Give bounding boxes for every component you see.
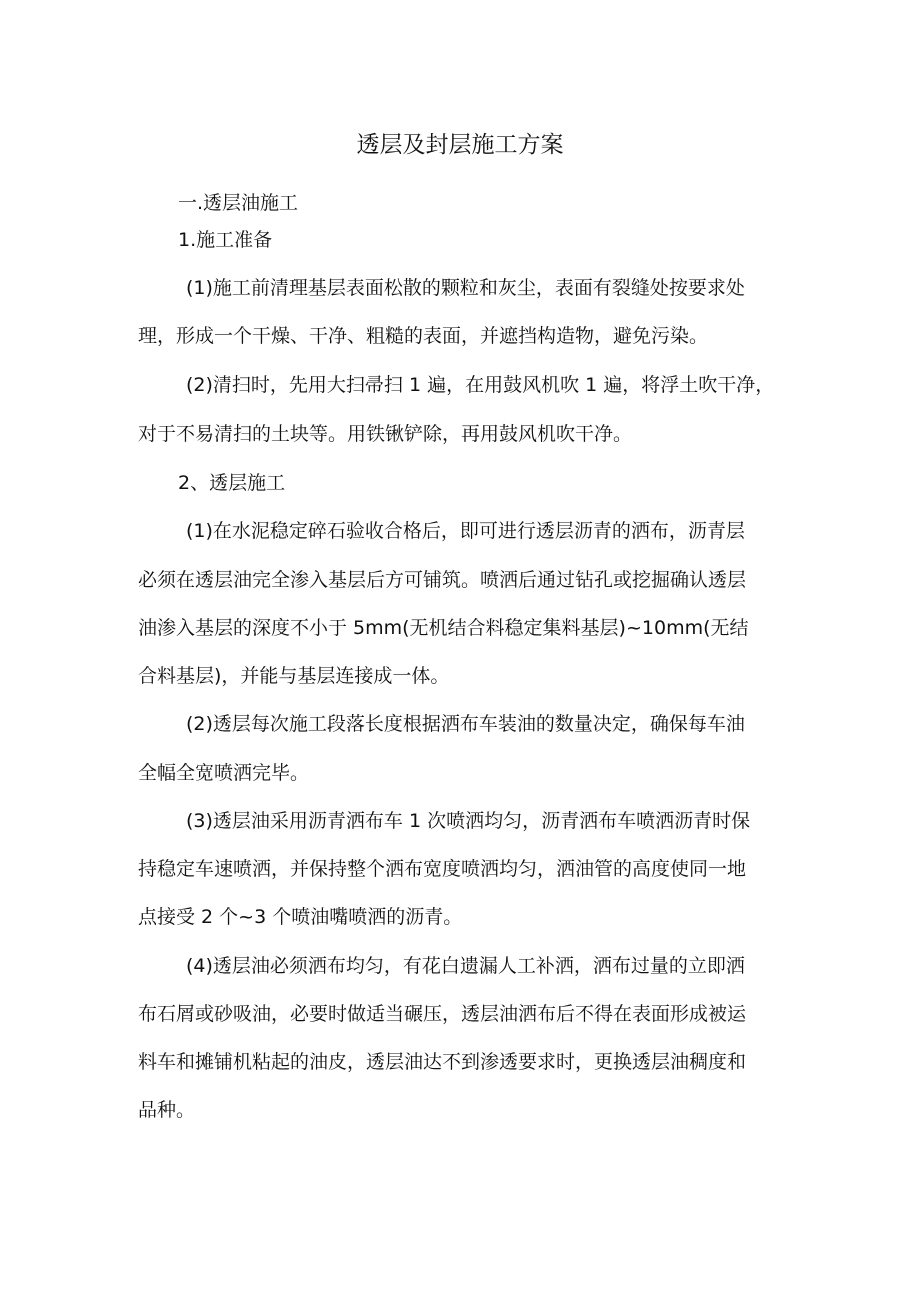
paragraph-line: (2)清扫时，先用大扫帚扫 1 遍，在用鼓风机吹 1 遍，将浮土吹干净， xyxy=(186,374,775,396)
paragraph-line: 点接受 2 个~3 个喷油嘴喷洒的沥青。 xyxy=(138,906,463,928)
section-heading-1: 一.透层油施工 xyxy=(178,192,299,214)
document-title: 透层及封层施工方案 xyxy=(356,132,564,158)
paragraph-line: (4)透层油必须洒布均匀，有花白遗漏人工补洒，洒布过量的立即洒 xyxy=(186,955,745,977)
paragraph-line: 持稳定车速喷洒，并保持整个洒布宽度喷洒均匀，洒油管的高度使同一地 xyxy=(138,858,747,880)
paragraph-line: 全幅全宽喷洒完毕。 xyxy=(138,762,310,784)
paragraph-line: 油渗入基层的深度不小于 5mm(无机结合料稳定集料基层)~10mm(无结 xyxy=(138,617,749,639)
paragraph-line: (3)透层油采用沥青洒布车 1 次喷洒均匀，沥青洒布车喷洒沥青时保 xyxy=(186,810,751,832)
subsection-heading-1: 1.施工准备 xyxy=(178,229,273,251)
paragraph-line: 品种。 xyxy=(138,1099,196,1121)
paragraph-line: (1)在水泥稳定碎石验收合格后，即可进行透层沥青的洒布，沥青层 xyxy=(186,520,745,542)
paragraph-line: 合料基层)，并能与基层连接成一体。 xyxy=(138,665,450,687)
paragraph-line: (1)施工前清理基层表面松散的颗粒和灰尘，表面有裂缝处按要求处 xyxy=(186,277,745,299)
paragraph-line: (2)透层每次施工段落长度根据洒布车装油的数量决定，确保每车油 xyxy=(186,713,745,735)
paragraph-line: 布石屑或砂吸油，必要时做适当碾压，透层油洒布后不得在表面形成被运 xyxy=(138,1003,747,1025)
paragraph-line: 必须在透层油完全渗入基层后方可铺筑。喷洒后通过钻孔或挖掘确认透层 xyxy=(138,569,747,591)
paragraph-line: 理，形成一个干燥、干净、粗糙的表面，并遮挡构造物，避免污染。 xyxy=(138,325,709,347)
subsection-heading-2: 2、透层施工 xyxy=(178,472,286,494)
paragraph-line: 料车和摊铺机粘起的油皮，透层油达不到渗透要求时，更换透层油稠度和 xyxy=(138,1051,747,1073)
paragraph-line: 对于不易清扫的土块等。用铁锹铲除，再用鼓风机吹干净。 xyxy=(138,423,633,445)
